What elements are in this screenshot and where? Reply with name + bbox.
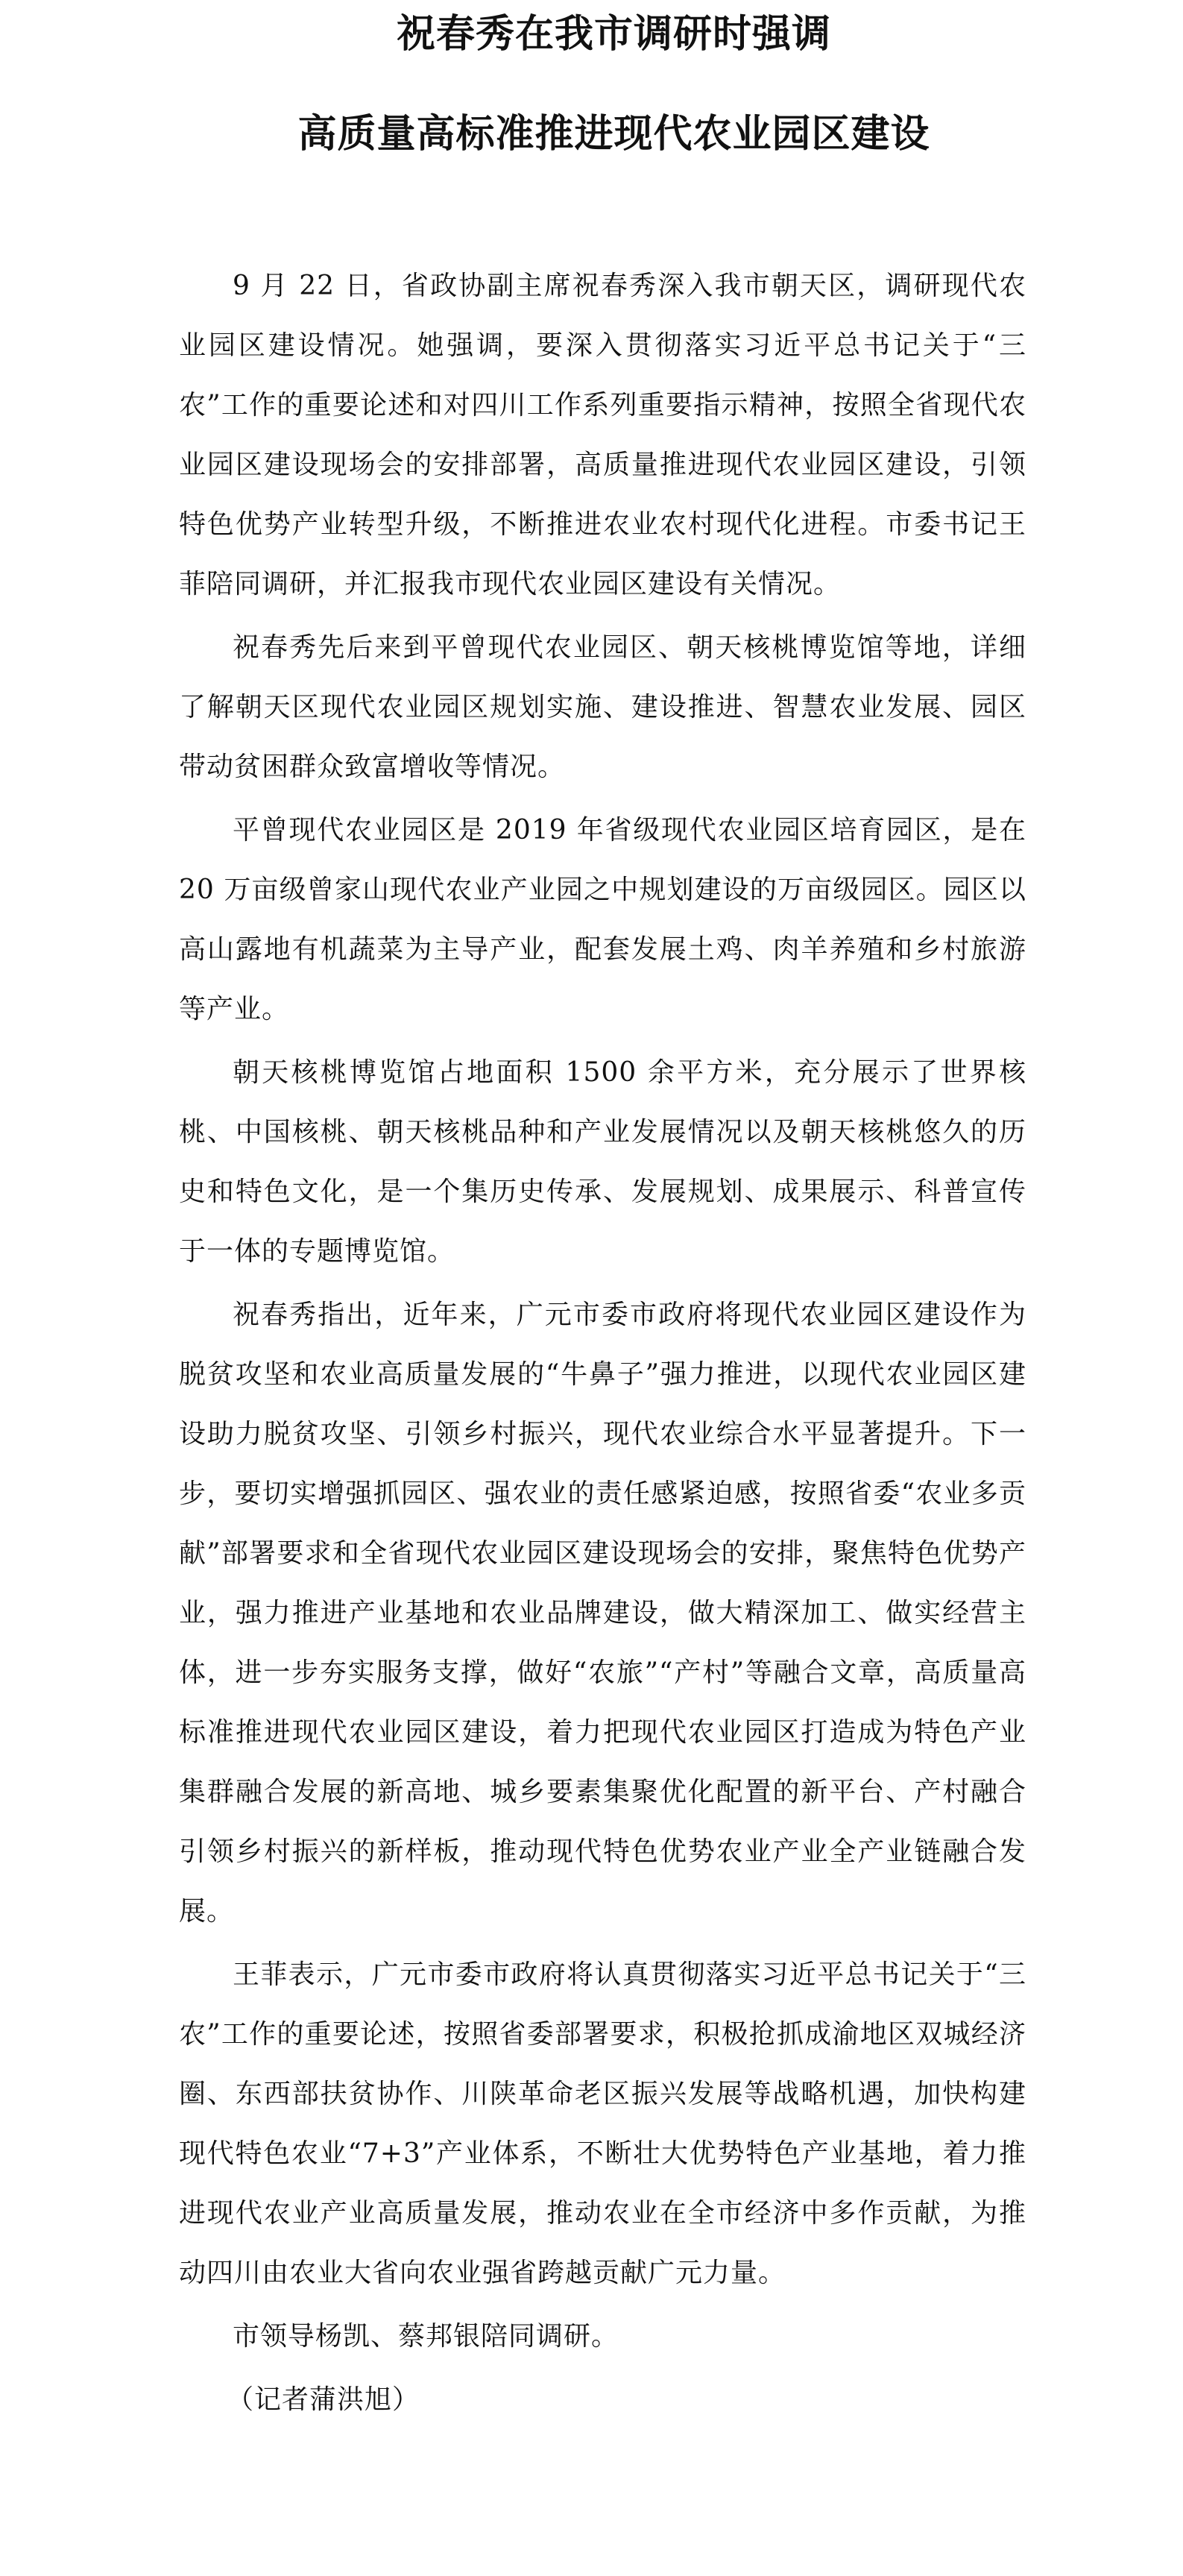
article-body — [179, 256, 1026, 2430]
article-paragraph-2: 祝春秀先后来到平曾现代农业园区、朝天核桃博览馆等地，详细了解朝天区现代农业园区规划实施、建设推进、智慧农业发展、园区带动贫困群众致富增收等情况。 — [179, 632, 1026, 782]
article-paragraph-1: 9 月 22 日，省政协副主席祝春秀深入我市朝天区，调研现代农业园区建设情况。她强调，要深入贯彻落实习近平总书记关于“三农”工作的重要论述和对四川工作系列重要指示精神，按照全省现代农业园区建设现场会的安排部署，高质量推进现代农业园区建设，引领特色优势产业转型升级，不断推进农业农村现代化进程。市委书记王菲陪同调研，并汇报我市现代农业园区建设有关情况。 — [179, 271, 1026, 599]
article-paragraph-6: 王菲表示，广元市委市政府将认真贯彻落实习近平总书记关于“三农”工作的重要论述，按照省委部署要求，积极抢抓成渝地区双城经济圈、东西部扶贫协作、川陕革命老区振兴发展等战略机遇，加快构建现代特色农业“7+3”产业体系，不断壮大优势特色产业基地，着力推进现代农业产业高质量发展，推动农业在全市经济中多作贡献，为推动四川由农业大省向农业强省跨越贡献广元力量。 — [179, 1959, 1026, 2288]
article-paragraph-3: 平曾现代农业园区是 2019 年省级现代农业园区培育园区，是在 20 万亩级曾家山现代农业产业园之中规划建设的万亩级园区。园区以高山露地有机蔬菜为主导产业，配套发展土鸡、肉羊养殖和乡村旅游等产业。 — [179, 815, 1026, 1024]
article-paragraph-7: 市领导杨凯、蔡邦银陪同调研。 — [233, 2321, 619, 2352]
article-paragraph-5: 祝春秀指出，近年来，广元市委市政府将现代农业园区建设作为脱贫攻坚和农业高质量发展的“牛鼻子”强力推进，以现代农业园区建设助力脱贫攻坚、引领乡村振兴，现代农业综合水平显著提升。下一步，要切实增强抓园区、强农业的责任感紧迫感，按照省委“农业多贡献”部署要求和全省现代农业园区建设现场会的安排，聚焦特色优势产业，强力推进产业基地和农业品牌建设，做大精深加工、做实经营主体，进一步夯实服务支撑，做好“农旅”“产村”等融合文章，高质量高标准推进现代农业园区建设，着力把现代农业园区打造成为特色产业集群融合发展的新高地、城乡要素集聚优化配置的新平台、产村融合引领乡村振兴的新样板，推动现代特色优势农业产业全产业链融合发展。 — [179, 1300, 1026, 1927]
article-byline: （记者蒲洪旭） — [227, 2384, 420, 2415]
article-title-line-1: 祝春秀在我市调研时强调 — [396, 11, 831, 57]
article-title-line-2: 高质量高标准推进现代农业园区建设 — [297, 111, 930, 157]
article-paragraph-4: 朝天核桃博览馆占地面积 1500 余平方米，充分展示了世界核桃、中国核桃、朝天核桃品种和产业发展情况以及朝天核桃悠久的历史和特色文化，是一个集历史传承、发展规划、成果展示、科普宣传于一体的专题博览馆。 — [179, 1057, 1026, 1267]
